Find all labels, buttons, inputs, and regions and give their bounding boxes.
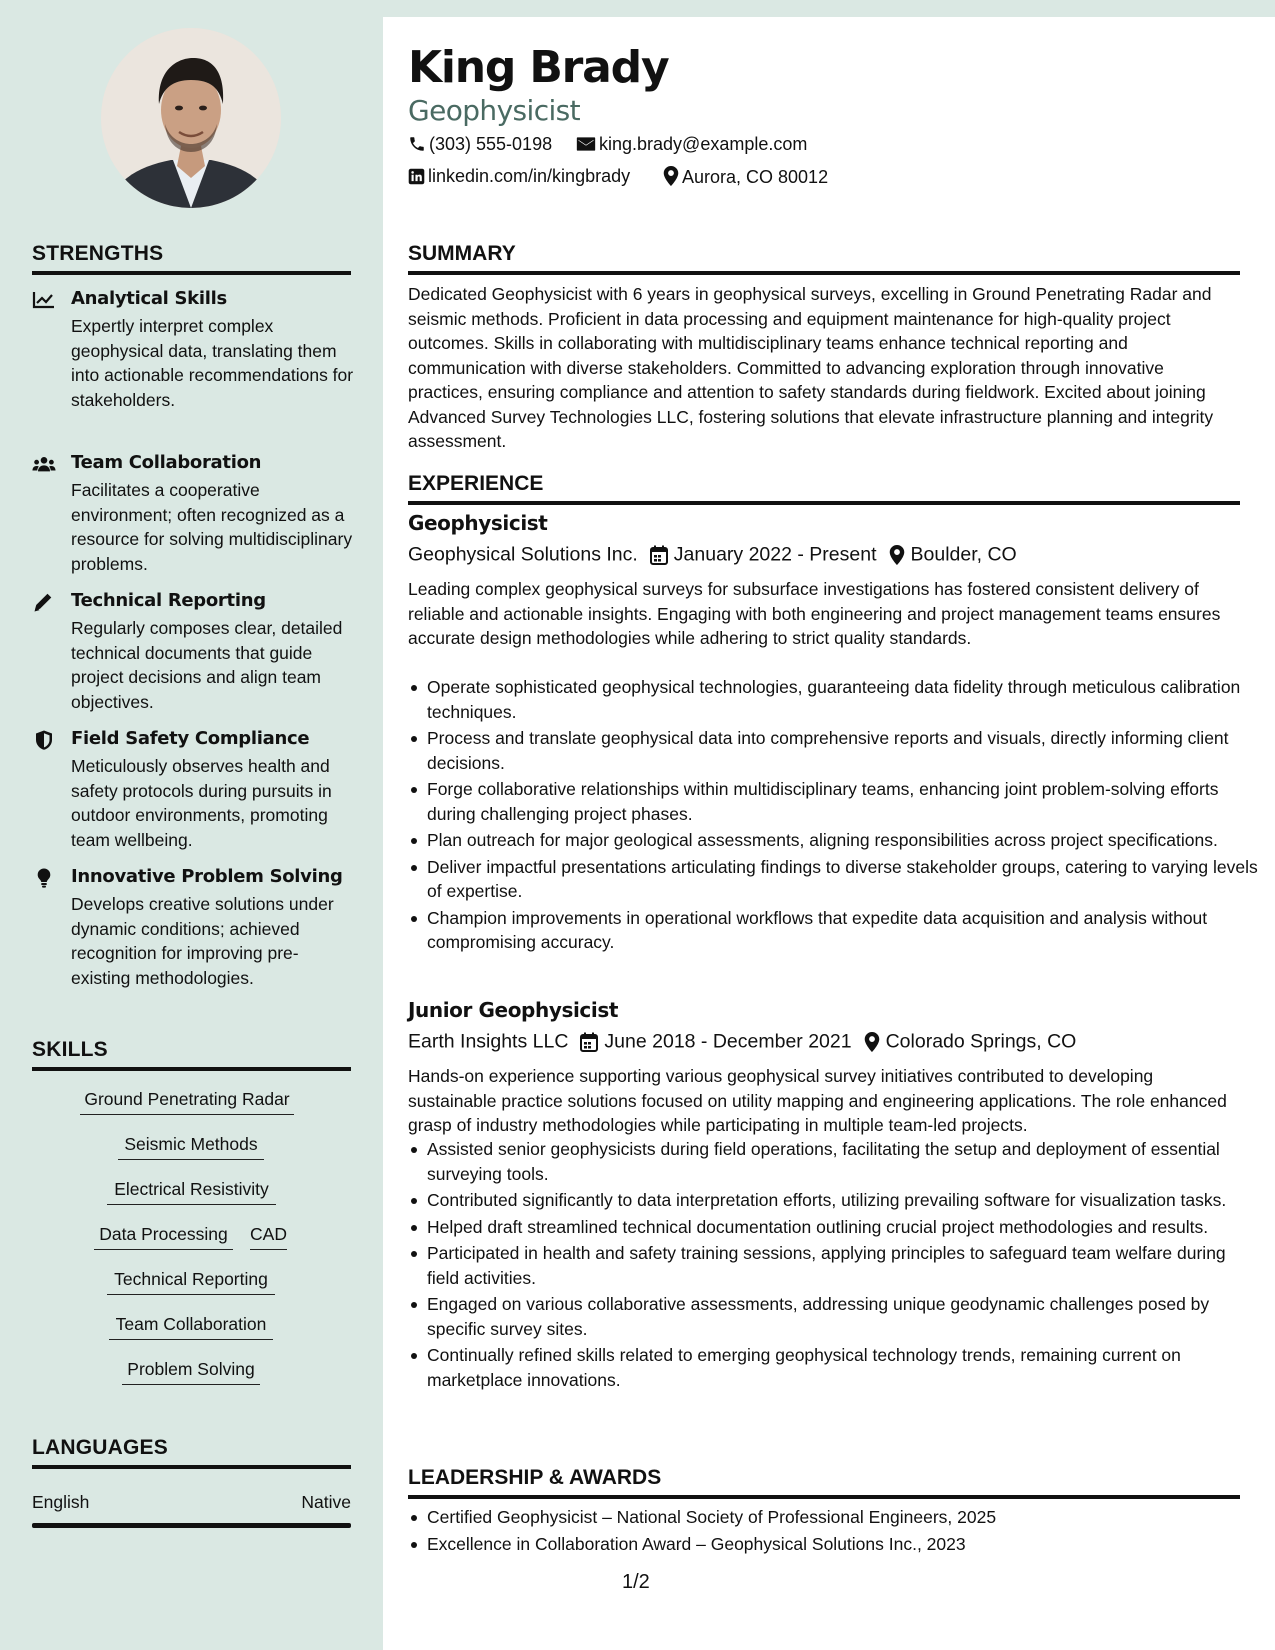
language-name: English xyxy=(32,1492,90,1512)
language-level: Native xyxy=(301,1492,351,1512)
summary-text: Dedicated Geophysicist with 6 years in geophysical surveys, excelling in Ground Penetrating Radar and seismic methods. Proficient in data processing and equipment maintenance for high-quality project outcomes. Skills in collaborating with multidisciplinary teams enhance technical reporting and communication with diverse stakeholders. Committed to advancing exploration through innovative practices, ensuring compliance and attention to safety standards during fieldwork. Excited about joining Advanced Survey Technologies LLC, fostering solutions that elevate infrastructure planning and integrity assessment. xyxy=(408,284,1214,451)
experience-heading: EXPERIENCE xyxy=(408,472,1240,505)
strength-desc: Expertly interpret complex geophysical data, translating them into actionable recommendations for stakeholders. xyxy=(71,316,354,410)
map-pin-icon xyxy=(889,545,905,565)
job-company: Geophysical Solutions Inc. xyxy=(408,543,638,566)
job-location: Colorado Springs, CO xyxy=(885,1030,1077,1053)
envelope-icon xyxy=(576,135,596,153)
skill-tag: Problem Solving xyxy=(122,1358,260,1385)
summary-heading: SUMMARY xyxy=(408,242,1240,275)
job-dates: January 2022 - Present xyxy=(673,543,877,566)
calendar-icon xyxy=(650,545,668,565)
profile-photo xyxy=(101,28,281,208)
strength-desc: Regularly composes clear, detailed technical documents that guide project decisions and align team objectives. xyxy=(71,618,343,712)
list-item: Forge collaborative relationships within multidisciplinary teams, enhancing joint problem-solving efforts during challenging project phases. xyxy=(427,777,1259,826)
strength-title: Team Collaboration xyxy=(71,452,262,473)
list-item: Plan outreach for major geological assessments, aligning responsibilities across project specifications. xyxy=(427,828,1259,853)
contact-location xyxy=(663,166,828,188)
contact-linkedin[interactable] xyxy=(408,166,630,187)
strength-desc: Meticulously observes health and safety protocols during pursuits in outdoor environments, promoting team wellbeing. xyxy=(71,756,332,850)
job-dates: June 2018 - December 2021 xyxy=(604,1030,852,1053)
skills-heading: SKILLS xyxy=(32,1038,351,1071)
job-bullets xyxy=(408,675,1259,957)
list-item: Deliver impactful presentations articulating findings to diverse stakeholder groups, catering to varying levels of expertise. xyxy=(427,855,1259,904)
strength-title: Analytical Skills xyxy=(71,288,227,309)
strength-title: Technical Reporting xyxy=(71,590,266,611)
calendar-icon xyxy=(580,1032,598,1052)
list-item: Assisted senior geophysicists during field operations, facilitating the setup and deployment of essential surveying tools. xyxy=(427,1137,1259,1186)
awards-list xyxy=(408,1505,1259,1558)
skill-tag: Team Collaboration xyxy=(109,1313,273,1340)
contact-phone[interactable] xyxy=(408,134,552,155)
skill-tag: Electrical Resistivity xyxy=(107,1178,276,1205)
location-text: Aurora, CO 80012 xyxy=(682,167,829,187)
linkedin-icon xyxy=(408,168,425,185)
strength-desc: Develops creative solutions under dynamic conditions; achieved recognition for improving pre-existing methodologies. xyxy=(71,894,334,988)
strengths-heading: STRENGTHS xyxy=(32,242,351,275)
map-pin-icon xyxy=(864,1032,880,1052)
phone-text: (303) 555-0198 xyxy=(429,134,553,154)
list-item: Certified Geophysicist – National Society of Professional Engineers, 2025 xyxy=(427,1505,1259,1530)
job-meta xyxy=(408,543,1017,566)
list-item: Engaged on various collaborative assessments, addressing unique geodynamic challenges posed by specific survey sites. xyxy=(427,1292,1259,1341)
list-item: Participated in health and safety training sessions, applying principles to safeguard team welfare during field activities. xyxy=(427,1241,1259,1290)
pencil-icon xyxy=(32,592,56,612)
skill-tag: Seismic Methods xyxy=(118,1133,264,1160)
skill-tag: Ground Penetrating Radar xyxy=(80,1088,294,1115)
list-item: Contributed significantly to data interpretation efforts, utilizing prevailing software for visualization tasks. xyxy=(427,1188,1259,1213)
page-number: 1/2 xyxy=(622,1571,650,1593)
users-icon xyxy=(32,454,56,474)
skill-tag: Technical Reporting xyxy=(107,1268,275,1295)
phone-icon xyxy=(408,135,426,153)
chart-line-icon xyxy=(32,290,56,310)
skill-tag: Data Processing xyxy=(94,1223,233,1250)
skill-tag: CAD xyxy=(250,1223,287,1250)
job-description: Hands-on experience supporting various geophysical survey initiatives contributed to developing sustainable practice solutions focused on utility mapping and engineering applications. The role enhanced grasp of industry methodologies while participating in multiple team-led projects. xyxy=(408,1066,1227,1135)
linkedin-text: linkedin.com/in/kingbrady xyxy=(428,166,631,186)
strength-title: Field Safety Compliance xyxy=(71,728,310,749)
list-item: Process and translate geophysical data into comprehensive reports and visuals, directly informing client decisions. xyxy=(427,726,1259,775)
list-item: Operate sophisticated geophysical technologies, guaranteeing data fidelity through meticulous calibration techniques. xyxy=(427,675,1259,724)
job-description: Leading complex geophysical surveys for subsurface investigations has fostered consistent delivery of reliable and actionable insights. Engaging with both engineering and project management teams ensures accurate design methodologies while adhering to strict quality standards. xyxy=(408,579,1221,648)
language-level-bar xyxy=(32,1523,351,1528)
languages-heading: LANGUAGES xyxy=(32,1436,351,1469)
job-company: Earth Insights LLC xyxy=(408,1030,569,1053)
list-item: Continually refined skills related to emerging geophysical technology trends, remaining current on marketplace innovations. xyxy=(427,1343,1259,1392)
job-title: Junior Geophysicist xyxy=(408,998,618,1022)
lightbulb-icon xyxy=(32,868,56,888)
list-item: Helped draft streamlined technical documentation outlining crucial project methodologies and results. xyxy=(427,1215,1259,1240)
candidate-name: King Brady xyxy=(408,42,669,93)
job-title: Geophysicist xyxy=(408,511,548,535)
strength-desc: Facilitates a cooperative environment; often recognized as a resource for solving multidisciplinary problems. xyxy=(71,480,353,574)
email-text: king.brady@example.com xyxy=(599,134,808,154)
language-row xyxy=(32,1492,351,1513)
list-item: Champion improvements in operational workflows that expedite data acquisition and analysis without compromising accuracy. xyxy=(427,906,1259,955)
awards-heading: LEADERSHIP & AWARDS xyxy=(408,1466,1240,1499)
strength-title: Innovative Problem Solving xyxy=(71,866,343,887)
job-location: Boulder, CO xyxy=(910,543,1017,566)
job-meta xyxy=(408,1030,1076,1053)
candidate-title: Geophysicist xyxy=(408,94,581,127)
map-pin-icon xyxy=(663,166,679,186)
contact-email[interactable] xyxy=(576,134,807,155)
list-item: Excellence in Collaboration Award – Geophysical Solutions Inc., 2023 xyxy=(427,1532,1259,1557)
job-bullets xyxy=(408,1137,1259,1394)
shield-icon xyxy=(32,730,56,750)
